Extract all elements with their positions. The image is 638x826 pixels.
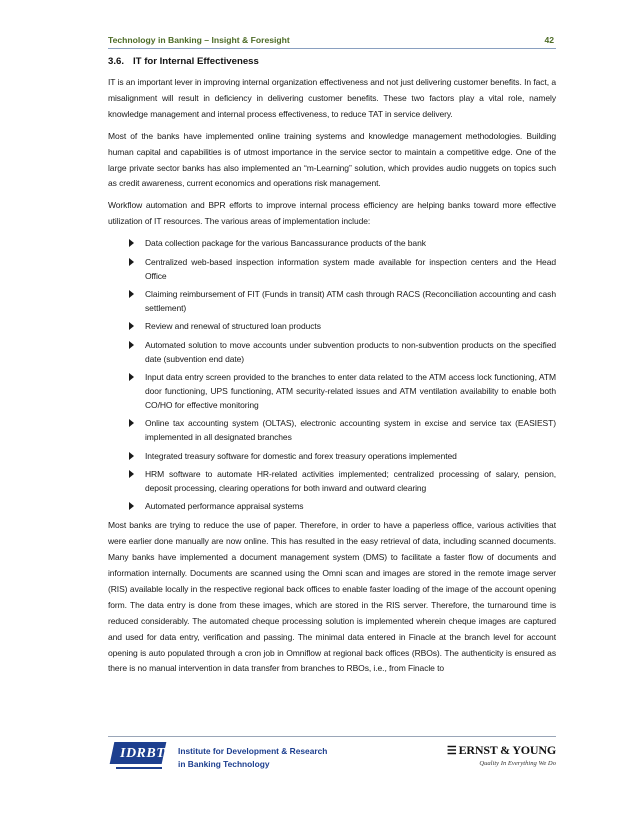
list-item: [108, 255, 556, 283]
main-content: [108, 56, 556, 683]
triangle-bullet-icon: [129, 373, 134, 381]
list-item: [108, 370, 556, 412]
list-item: [108, 338, 556, 366]
institute-name: [178, 745, 327, 771]
list-item: [108, 319, 556, 333]
list-item-text: HRM software to automate HR-related activities implemented; centralized processing of salary, pension, deposit processing, clearing operations for both inward and outward clearing: [145, 468, 556, 493]
section-title: IT for Internal Effectiveness: [133, 56, 259, 67]
section-number: 3.6.: [108, 56, 125, 67]
ernst-young-logo: [447, 743, 556, 767]
institute-line-1: Institute for Development & Research: [178, 746, 328, 756]
idrbt-logo: [112, 742, 164, 770]
idrbt-logo-stripe: [116, 767, 162, 769]
list-item: [108, 236, 556, 250]
triangle-bullet-icon: [129, 470, 134, 478]
list-item-text: Claiming reimbursement of FIT (Funds in transit) ATM cash through RACS (Reconciliation accounting and cash settlement): [145, 288, 556, 313]
ey-logo-text: ERNST & YOUNG: [458, 743, 556, 757]
triangle-bullet-icon: [129, 322, 134, 330]
list-item: [108, 449, 556, 463]
section-heading: [108, 56, 556, 67]
page-header: [108, 34, 556, 49]
implementation-list: [108, 236, 556, 513]
list-item-text: Centralized web-based inspection information system made available for inspection centers and the Head Office: [145, 256, 556, 281]
header-title: Technology in Banking – Insight & Foresight: [108, 35, 290, 45]
idrbt-logo-text: IDRBT: [120, 746, 166, 761]
page-number: 42: [544, 35, 554, 45]
triangle-bullet-icon: [129, 502, 134, 510]
list-item-text: Automated performance appraisal systems: [145, 501, 304, 512]
list-item: [108, 467, 556, 495]
triangle-bullet-icon: [129, 341, 134, 349]
list-item-text: Input data entry screen provided to the branches to enter data related to the ATM access lock functioning, ATM door functioning, UPS functioning, ATM security-related issues and ATM ventilation availability to enable both CO/HO for effective monitoring: [145, 371, 556, 410]
triangle-bullet-icon: [129, 452, 134, 460]
triangle-bullet-icon: [129, 239, 134, 247]
list-item-text: Data collection package for the various Bancassurance products of the bank: [145, 238, 426, 249]
list-item-text: Review and renewal of structured loan products: [145, 321, 321, 332]
paragraph-2: Most of the banks have implemented online training systems and knowledge management methodologies. Building human capital and capabilities is of utmost importance in the service sector to maintain a competitive edge. One of the large private sector banks has also implemented an “m-Learning” solution, which provides audio nuggets on topics such as credit awareness, current economics and operations risk management.: [108, 130, 556, 189]
list-item: [108, 416, 556, 444]
triangle-bullet-icon: [129, 419, 134, 427]
paragraph-1: IT is an important lever in improving internal organization effectiveness and not just delivering customer benefits. In fact, a misalignment will result in deficiency in delivering customer benefits. These two factors play a vital role, namely knowledge management and internal process effectiveness, to reduce TAT in service delivery.: [108, 77, 556, 119]
triangle-bullet-icon: [129, 290, 134, 298]
footer-divider: [108, 736, 556, 737]
institute-line-2: in Banking Technology: [178, 759, 270, 769]
list-item-text: Online tax accounting system (OLTAS), electronic accounting system in excise and service tax (EASIEST) implemented in all designated branches: [145, 418, 556, 443]
ey-mark-icon: ☰: [446, 745, 457, 757]
list-item: [108, 287, 556, 315]
ey-tagline: Quality In Everything We Do: [479, 760, 556, 767]
list-item-text: Automated solution to move accounts under subvention products to non-subvention products on the specified date (subvention end date): [145, 339, 556, 364]
list-item: [108, 499, 556, 513]
paragraph-3: Workflow automation and BPR efforts to improve internal process efficiency are helping banks toward more effective utilization of IT resources. The various areas of implementation include:: [108, 200, 556, 227]
closing-paragraph: Most banks are trying to reduce the use of paper. Therefore, in order to have a paperless office, various activities that were earlier done manually are now online. This has resulted in the easy retrieval of data, including scanned documents. Many banks have implemented a document management system (DMS) to facilitate a faster flow of documents and information internally. Documents are scanned using the Omni scan and images are stored in the remote image server (RIS) available locally in the respective regional back offices to enable faster loading of the image of the account opening form. The data entry is done from these images, which are stored in the RIS server. Therefore, the turnaround time is reduced considerably. The automated cheque processing solution is implemented wherein cheque images are captured and used for data entry, verification and passing. The minimal data entered in Finacle at the branch level for account opening is auto populated through a cron job in Omniflow at regional back offices (RBOs). The authenticity is ensured as there is no manual intervention in data transfer from branches to RBOs, i.e., from Finacle to: [108, 520, 556, 674]
list-item-text: Integrated treasury software for domestic and forex treasury operations implemented: [145, 450, 457, 461]
ey-name: [447, 743, 556, 758]
triangle-bullet-icon: [129, 258, 134, 266]
